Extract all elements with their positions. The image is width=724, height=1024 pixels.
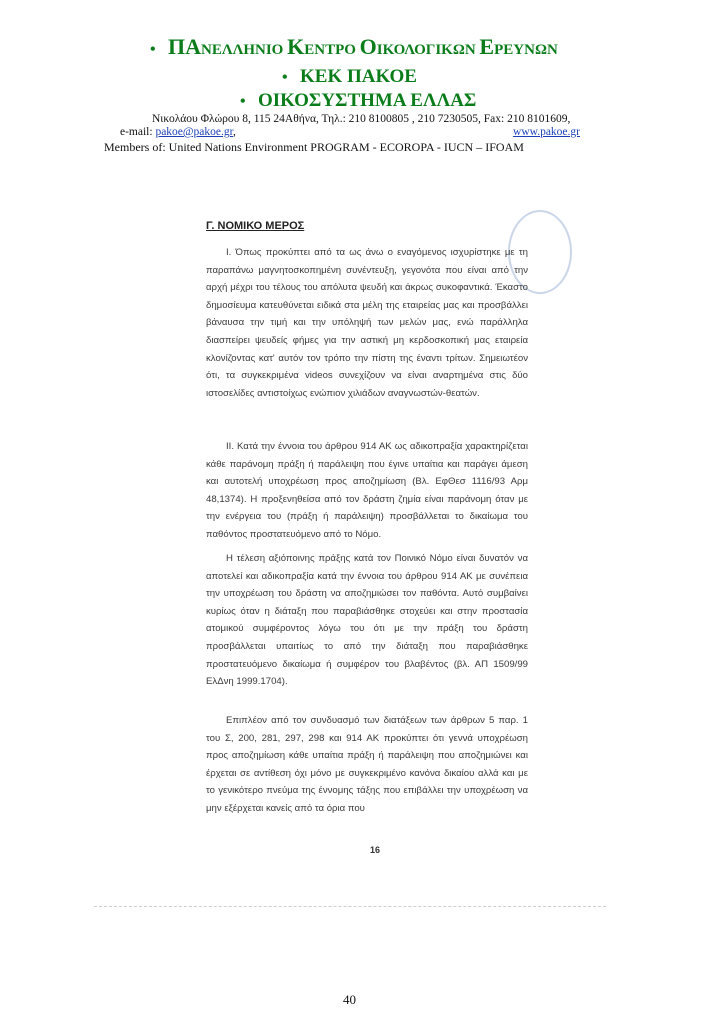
organization-name-line: • ΠΑΝΕΛΛΗΝΙΟ ΚΕΝΤΡΟ ΟΙΚΟΛΟΓΙΚΩΝ ΕΡΕΥΝΩΝ bbox=[150, 34, 558, 59]
scan-edge-divider bbox=[94, 906, 606, 907]
paragraph-1: Ι. Όπως προκύπτει από τα ως άνω ο εναγόμενος ισχυρίστηκε με τη παραπάνω μαγνητοσκοπημένη συνέντευξη, γεγονότα που είναι από την αρχή μέχρι του τέλους του απόλυτα ψευδή και άκρως συκοφαντικά. Έκαστο δημοσίευμα κατευθύνεται ειδικά στα μέλη της εταιρείας μας και προσβάλλει βάναυσα την τιμή και την υπόληψή των μελών μας, ενώ παράλληλα διασπείρει ψευδείς φήμες για την αστική μη κερδοσκοπική μας εταιρεία κλονίζοντας κατ' αυτόν τον τρόπο την πίστη της έναντι τρίτων. Σημειωτέον ότι, τα συγκεκριμένα videos συνεχίζουν να είναι αναρτημένα στις δύο ιστοσελίδες αντιστοίχως ενώπιον χιλιάδων αναγνωστών-θεατών. bbox=[206, 247, 528, 399]
scanned-document-page bbox=[198, 200, 558, 900]
address-line: Νικολάου Φλώρου 8, 115 24Αθήνα, Τηλ.: 210 8100805 , 210 7230505, Fax: 210 8101609, bbox=[152, 113, 571, 125]
website-link[interactable]: www.pakoe.gr bbox=[513, 126, 580, 138]
bullet-icon: • bbox=[240, 93, 246, 110]
paragraph-3: Η τέλεση αξιόποινης πράξης κατά τον Ποινικό Νόμο είναι δυνατόν να αποτελεί και αδικοπραξία κατά την έννοια του άρθρου 914 ΑΚ με συνέπεια την υποχρέωση του δράστη να αποζημιώσει τον παθόντα. Αυτό συμβαίνει κυρίως όταν η διάταξη που παραβιάσθηκε στοχεύει και στην προστασία ατομικού συμφέροντος λόγω του ότι με την πράξη του δράστη προσβάλλεται υπαιτίως το από την διάταξη που παραβιάσθηκε προστατευόμενο δικαίωμα ή συμφέρον του βλαβέντος (βλ. ΑΠ 1509/99 ΕλΔνη 1999.1704). bbox=[206, 553, 528, 688]
ecosystem-line: • ΟΙΚΟΣΥΣΤΗΜΑ ΕΛΛΑΣ bbox=[240, 90, 477, 111]
kek-pakoe-line: • ΚΕΚ ΠΑΚΟΕ bbox=[282, 66, 417, 87]
contact-line: e-mail: pakoe@pakoe.gr, www.pakoe.gr bbox=[120, 126, 580, 138]
memberships-line: Members of: United Nations Environment PROGRAM - ECOROPA - IUCN – IFOAM bbox=[104, 140, 524, 154]
paragraph-4: Επιπλέον από τον συνδυασμό των διατάξεων των άρθρων 5 παρ. 1 του Σ, 200, 281, 297, 298 και 914 ΑΚ προκύπτει ότι γεννά υποχρέωση προς αποζημίωση κάθε υπαίτια πράξη ή παράλειψη που αποζημιώνει και έρχεται σε αντίθεση όχι μόνο με συγκεκριμένο κανόνα δικαίου αλλά και με το γενικότερο πνεύμα της έννομης τάξης που επιβάλλει την υποχρέωση να μην εξέρχεται κανείς από τα όρια που bbox=[206, 715, 528, 814]
bullet-icon: • bbox=[282, 69, 288, 86]
page-number: 40 bbox=[343, 992, 356, 1007]
paragraph-2: ΙΙ. Κατά την έννοια του άρθρου 914 ΑΚ ως αδικοπραξία χαρακτηρίζεται κάθε παράνομη πράξη ή παράλειψη που έγινε υπαίτια και παράγει άμεση και αυτοτελή υποχρέωση προς αποζημίωση (Βλ. ΕφΘεσ 1116/93 Αρμ 48,1374). Η προξενηθείσα από τον δράστη ζημία είναι παράνομη όταν με την ενέργεια του (πράξη ή παράλειψη) προσβάλλεται το δικαίωμα του παθόντος προστατευόμενο από το Νόμο. bbox=[206, 441, 528, 540]
email-link[interactable]: pakoe@pakoe.gr bbox=[155, 126, 233, 138]
scanned-page-number: 16 bbox=[370, 845, 381, 855]
section-title: Γ. ΝΟΜΙΚΟ ΜΕΡΟΣ bbox=[206, 220, 305, 232]
bullet-icon: • bbox=[150, 41, 156, 58]
